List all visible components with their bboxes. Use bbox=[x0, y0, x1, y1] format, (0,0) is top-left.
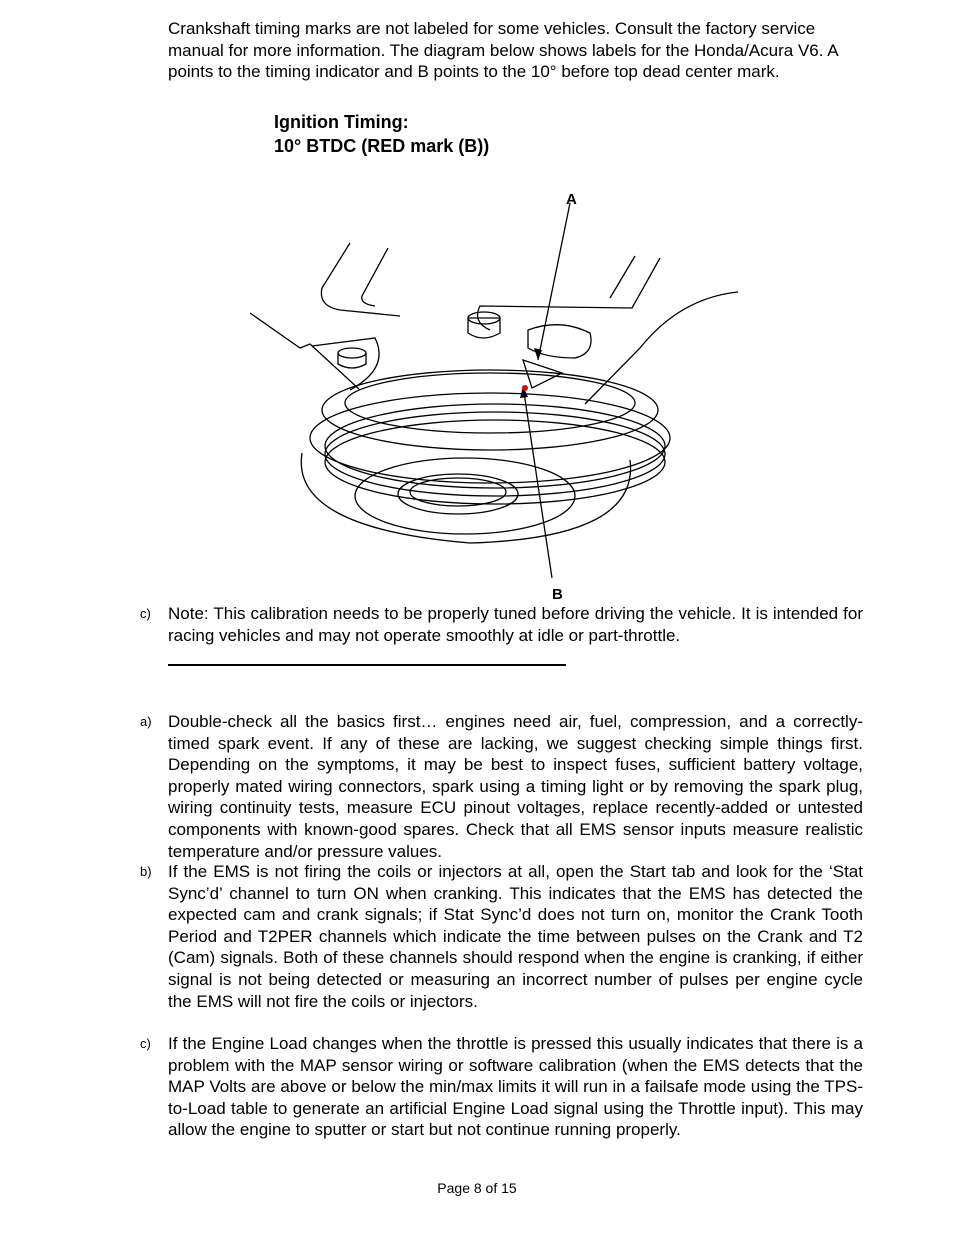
list-marker-c: c) bbox=[140, 1036, 151, 1051]
list-marker-b: b) bbox=[140, 864, 152, 879]
label-b: B bbox=[552, 586, 563, 603]
note-marker: c) bbox=[140, 606, 151, 621]
page-number: Page 8 of 15 bbox=[437, 1180, 517, 1196]
list-item-c: If the Engine Load changes when the throttle is pressed this usually indicates that there is a problem with the MAP sensor wiring or software calibration (when the EMS detects that the MAP Volts are above or below the min/max limits it will run in a failsafe mode using the TPS-to-Load table to generate an artificial Engine Load signal using the Throttle input). This may allow the engine to sputter or start but not continue running properly. bbox=[168, 1034, 863, 1140]
list-item-b: If the EMS is not firing the coils or injectors at all, open the Start tab and look for the ‘Stat Sync’d’ channel to turn ON when cranking. This indicates that the EMS has detected the expected cam and crank signals; if Stat Sync’d does not turn on, monitor the Crank Tooth Period and T2PER channels which indicate the time between pulses on the Crank and T2 (Cam) signals. Both of these channels should respond when the engine is cranking, if either signal is not being detected or measuring an incorrect number of pulses per engine cycle the EMS will not fire the coils or injectors. bbox=[168, 862, 863, 1011]
note-text: Note: This calibration needs to be properly tuned before driving the vehicle. It is intended for racing vehicles and may not operate smoothly at idle or part-throttle. bbox=[168, 604, 863, 645]
label-a: A bbox=[566, 191, 577, 208]
figure-title-line2: 10° BTDC (RED mark (B)) bbox=[274, 136, 490, 156]
list-item-a: Double-check all the basics first… engines need air, fuel, compression, and a correctly-timed spark event. If any of these are lacking, we suggest checking simple things first. Depending on the symptoms, it may be best to inspect fuses, sufficient battery voltage, properly mated wiring connectors, spark using a timing light or by removing the spark plug, wiring continuity tests, measure ECU pinout voltages, replace recently-added or untested components with known-good spares. Check that all EMS sensor inputs measure realistic temperature and/or pressure values. bbox=[168, 712, 863, 861]
intro-paragraph: Crankshaft timing marks are not labeled for some vehicles. Consult the factory service manual for more information. The diagram below shows labels for the Honda/Acura V6. A points to the timing indicator and B points to the 10° before top dead center mark. bbox=[168, 19, 838, 82]
section-divider bbox=[168, 664, 566, 666]
red-timing-mark bbox=[522, 385, 528, 391]
list-marker-a: a) bbox=[140, 714, 152, 729]
crankshaft-pulley-diagram bbox=[240, 108, 760, 608]
figure-title-line1: Ignition Timing: bbox=[274, 112, 409, 132]
